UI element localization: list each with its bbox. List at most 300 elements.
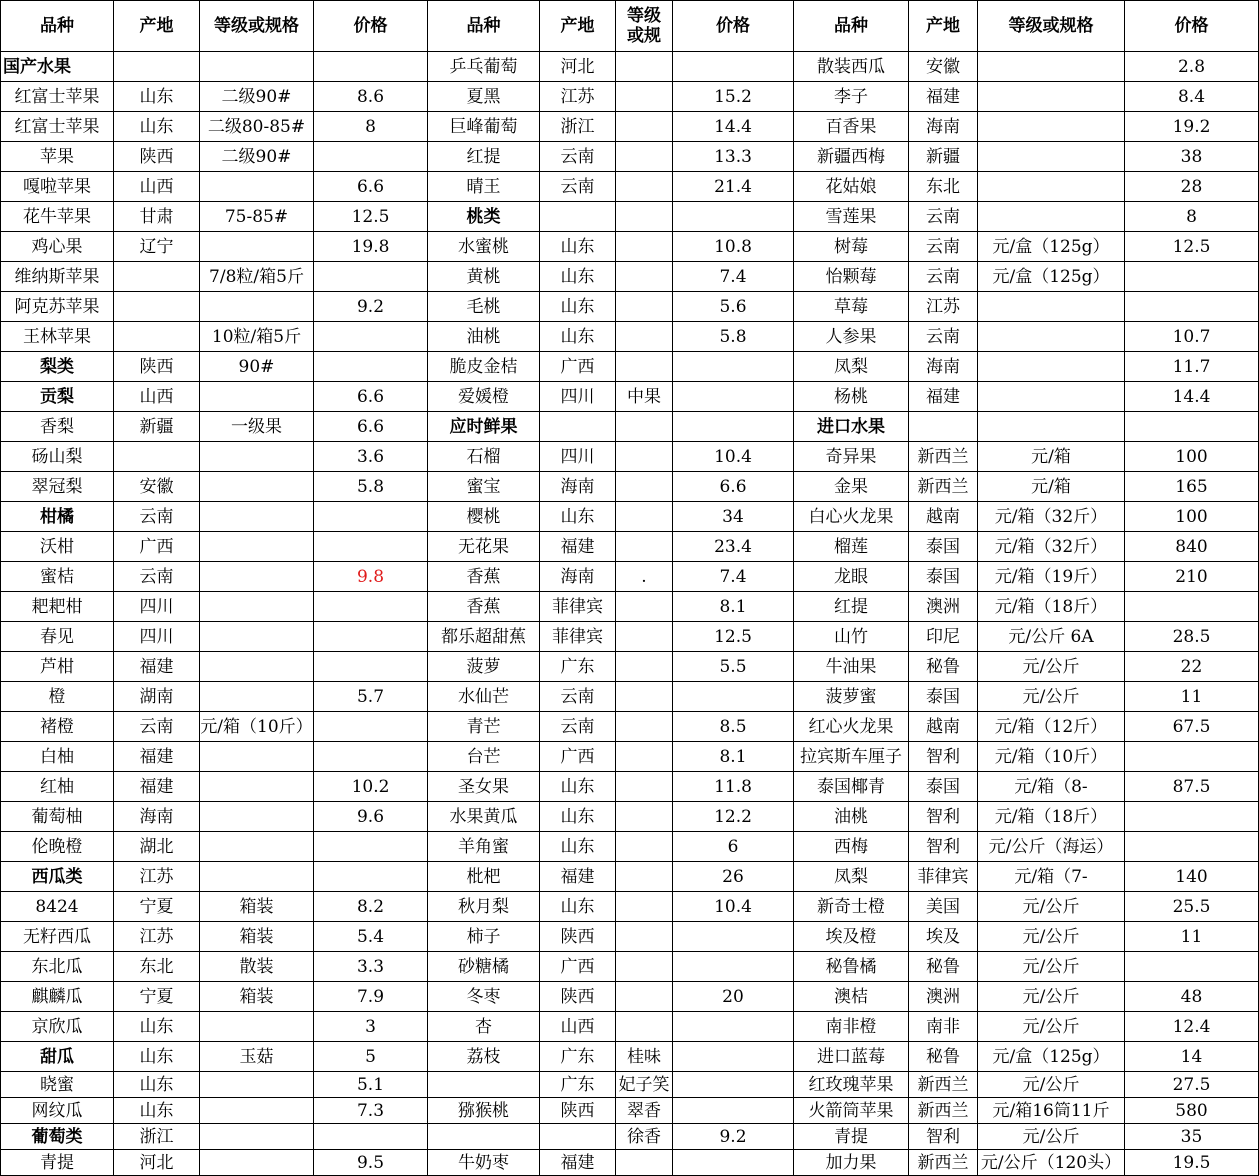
table-cell <box>200 772 314 802</box>
table-cell: 26 <box>673 862 794 892</box>
table-cell: 南非 <box>909 1012 978 1042</box>
table-cell: 油桃 <box>428 322 540 352</box>
table-row <box>1 712 1259 742</box>
table-cell: 火箭筒苹果 <box>794 1098 909 1124</box>
table-cell: 8.2 <box>314 892 428 922</box>
table-cell: 广西 <box>114 532 200 562</box>
table-cell <box>540 412 616 442</box>
table-cell: 5.7 <box>314 682 428 712</box>
table-cell <box>673 352 794 382</box>
table-cell <box>616 502 673 532</box>
table-cell: 陕西 <box>540 922 616 952</box>
table-cell: 西梅 <box>794 832 909 862</box>
table-cell: 山东 <box>114 112 200 142</box>
table-cell: 7.3 <box>314 1098 428 1124</box>
table-cell: 6.6 <box>314 382 428 412</box>
table-cell: 泰国 <box>909 562 978 592</box>
table-cell <box>673 682 794 712</box>
table-cell: 6.6 <box>314 172 428 202</box>
table-cell: 5.1 <box>314 1072 428 1098</box>
table-cell: 红心火龙果 <box>794 712 909 742</box>
table-cell: 云南 <box>909 322 978 352</box>
table-row <box>1 952 1259 982</box>
table-cell: 新奇士橙 <box>794 892 909 922</box>
table-cell: 梨类 <box>1 352 114 382</box>
table-row <box>1 1042 1259 1072</box>
table-cell: 9.6 <box>314 802 428 832</box>
table-cell: 11.7 <box>1125 352 1259 382</box>
table-cell <box>200 292 314 322</box>
table-cell <box>616 532 673 562</box>
table-cell: 38 <box>1125 142 1259 172</box>
table-cell: 葡萄柚 <box>1 802 114 832</box>
table-cell: 840 <box>1125 532 1259 562</box>
column-header: 价格 <box>673 1 794 52</box>
table-cell: 菠萝 <box>428 652 540 682</box>
table-cell: 樱桃 <box>428 502 540 532</box>
table-cell: 树莓 <box>794 232 909 262</box>
table-cell: 草莓 <box>794 292 909 322</box>
table-cell: 8.6 <box>314 82 428 112</box>
table-cell: 徐香 <box>616 1124 673 1150</box>
table-cell <box>200 382 314 412</box>
table-cell: 泰国 <box>909 772 978 802</box>
table-cell: 广西 <box>540 952 616 982</box>
table-cell: 元/箱（32斤） <box>978 532 1125 562</box>
table-cell: 新疆西梅 <box>794 142 909 172</box>
table-cell: 新疆 <box>114 412 200 442</box>
table-cell: 秘鲁 <box>909 952 978 982</box>
table-row <box>1 322 1259 352</box>
table-cell: 福建 <box>540 862 616 892</box>
table-cell <box>616 442 673 472</box>
table-row <box>1 892 1259 922</box>
table-cell: 新疆 <box>909 142 978 172</box>
table-cell: 箱装 <box>200 892 314 922</box>
table-cell: 67.5 <box>1125 712 1259 742</box>
table-cell <box>978 82 1125 112</box>
table-cell <box>616 292 673 322</box>
table-cell: 二级80-85# <box>200 112 314 142</box>
table-cell: 网纹瓜 <box>1 1098 114 1124</box>
column-header: 等级 或规 <box>616 1 673 52</box>
table-cell: 元/公斤 <box>978 982 1125 1012</box>
table-cell: 凤梨 <box>794 862 909 892</box>
table-cell: 石榴 <box>428 442 540 472</box>
table-cell <box>673 1150 794 1176</box>
table-cell: 菲律宾 <box>540 622 616 652</box>
table-cell: 广东 <box>540 652 616 682</box>
table-cell: 福建 <box>114 652 200 682</box>
table-cell: 王林苹果 <box>1 322 114 352</box>
table-cell <box>616 922 673 952</box>
table-cell <box>1125 742 1259 772</box>
table-cell: 水果黄瓜 <box>428 802 540 832</box>
table-cell <box>314 652 428 682</box>
table-cell <box>978 292 1125 322</box>
table-cell: 福建 <box>909 382 978 412</box>
table-cell: 秘鲁橘 <box>794 952 909 982</box>
table-cell: 牛油果 <box>794 652 909 682</box>
table-cell <box>616 832 673 862</box>
table-cell: 智利 <box>909 1124 978 1150</box>
table-cell <box>314 532 428 562</box>
table-cell: 海南 <box>540 472 616 502</box>
table-cell <box>673 202 794 232</box>
table-cell: 新西兰 <box>909 442 978 472</box>
table-cell: 花牛苹果 <box>1 202 114 232</box>
table-row <box>1 1072 1259 1098</box>
table-cell: 云南 <box>909 262 978 292</box>
table-cell <box>200 1012 314 1042</box>
table-cell <box>540 1124 616 1150</box>
table-cell <box>314 592 428 622</box>
table-cell: 云南 <box>114 562 200 592</box>
table-cell: 青芒 <box>428 712 540 742</box>
column-header: 品种 <box>428 1 540 52</box>
table-cell: 西瓜类 <box>1 862 114 892</box>
table-cell: 广西 <box>540 742 616 772</box>
table-cell: 100 <box>1125 442 1259 472</box>
table-cell: 安徽 <box>114 472 200 502</box>
table-cell <box>200 532 314 562</box>
table-cell: 新西兰 <box>909 1098 978 1124</box>
table-cell <box>200 862 314 892</box>
table-cell <box>200 232 314 262</box>
table-cell: 6.6 <box>673 472 794 502</box>
table-cell <box>616 202 673 232</box>
table-cell <box>314 352 428 382</box>
table-cell: 贡梨 <box>1 382 114 412</box>
table-cell: 山东 <box>114 1042 200 1072</box>
table-cell <box>114 262 200 292</box>
table-cell <box>200 742 314 772</box>
table-cell: 泰国椰青 <box>794 772 909 802</box>
table-cell: 苹果 <box>1 142 114 172</box>
table-cell: 广西 <box>540 352 616 382</box>
table-row <box>1 1098 1259 1124</box>
table-cell: 牛奶枣 <box>428 1150 540 1176</box>
table-cell: 山东 <box>114 1098 200 1124</box>
table-cell <box>1125 292 1259 322</box>
table-cell: 元/公斤 <box>978 892 1125 922</box>
table-cell: 元/公斤 <box>978 682 1125 712</box>
table-cell: 红富士苹果 <box>1 82 114 112</box>
table-cell <box>314 262 428 292</box>
table-cell: 榴莲 <box>794 532 909 562</box>
table-cell <box>200 1072 314 1098</box>
table-cell <box>200 502 314 532</box>
table-cell: 元/箱（10斤） <box>978 742 1125 772</box>
table-cell: 云南 <box>540 682 616 712</box>
table-cell <box>616 262 673 292</box>
table-cell: 90# <box>200 352 314 382</box>
table-cell: 元/箱（12斤） <box>978 712 1125 742</box>
table-cell: 云南 <box>909 232 978 262</box>
table-cell: 爱媛橙 <box>428 382 540 412</box>
table-row <box>1 682 1259 712</box>
table-cell <box>314 1124 428 1150</box>
table-cell: 羊角蜜 <box>428 832 540 862</box>
table-cell: 砂糖橘 <box>428 952 540 982</box>
table-cell: 陕西 <box>114 142 200 172</box>
table-cell: 翠香 <box>616 1098 673 1124</box>
table-cell: 75-85# <box>200 202 314 232</box>
table-cell: 南非橙 <box>794 1012 909 1042</box>
table-row <box>1 352 1259 382</box>
table-cell: 元/箱（18斤） <box>978 592 1125 622</box>
table-cell: 山东 <box>540 322 616 352</box>
table-cell <box>616 1012 673 1042</box>
table-cell: 猕猴桃 <box>428 1098 540 1124</box>
table-cell: 元/箱（7- <box>978 862 1125 892</box>
table-cell <box>978 142 1125 172</box>
table-cell: 葡萄类 <box>1 1124 114 1150</box>
table-cell: 元/公斤 <box>978 922 1125 952</box>
table-cell: 海南 <box>909 352 978 382</box>
table-cell: 东北瓜 <box>1 952 114 982</box>
table-cell: 福建 <box>909 82 978 112</box>
table-cell <box>200 1098 314 1124</box>
table-cell: 甘肃 <box>114 202 200 232</box>
table-cell: 8.4 <box>1125 82 1259 112</box>
table-cell: 元/公斤 <box>978 652 1125 682</box>
table-cell: 云南 <box>114 712 200 742</box>
column-header: 等级或规格 <box>200 1 314 52</box>
table-cell <box>616 1150 673 1176</box>
table-cell <box>673 52 794 82</box>
table-cell: 人参果 <box>794 322 909 352</box>
table-cell: 东北 <box>114 952 200 982</box>
table-cell: 山西 <box>540 1012 616 1042</box>
table-cell: 10.4 <box>673 892 794 922</box>
table-row <box>1 292 1259 322</box>
table-row <box>1 202 1259 232</box>
table-cell: 维纳斯苹果 <box>1 262 114 292</box>
table-cell: 二级90# <box>200 82 314 112</box>
table-cell <box>616 802 673 832</box>
table-row <box>1 922 1259 952</box>
table-cell <box>978 52 1125 82</box>
table-cell: 阿克苏苹果 <box>1 292 114 322</box>
table-cell: 3 <box>314 1012 428 1042</box>
table-cell: 山东 <box>540 832 616 862</box>
table-cell: 元/箱16筒11斤 <box>978 1098 1125 1124</box>
table-cell <box>1125 412 1259 442</box>
table-cell <box>428 1072 540 1098</box>
table-cell: 智利 <box>909 802 978 832</box>
table-cell <box>200 652 314 682</box>
table-cell: 鸡心果 <box>1 232 114 262</box>
table-cell: 玉菇 <box>200 1042 314 1072</box>
table-cell <box>616 592 673 622</box>
table-cell: 山东 <box>540 232 616 262</box>
table-cell <box>314 832 428 862</box>
table-row <box>1 1150 1259 1176</box>
table-cell: 陕西 <box>540 982 616 1012</box>
table-cell: 怡颗莓 <box>794 262 909 292</box>
table-cell <box>200 52 314 82</box>
table-cell: 山西 <box>114 382 200 412</box>
table-cell <box>616 682 673 712</box>
table-cell: 22 <box>1125 652 1259 682</box>
table-row <box>1 232 1259 262</box>
table-cell <box>1125 802 1259 832</box>
table-cell: 香梨 <box>1 412 114 442</box>
table-row <box>1 862 1259 892</box>
table-cell <box>200 832 314 862</box>
table-cell: 泰国 <box>909 532 978 562</box>
table-cell: 菲律宾 <box>909 862 978 892</box>
table-row <box>1 532 1259 562</box>
table-cell: 海南 <box>540 562 616 592</box>
table-cell: 枇杷 <box>428 862 540 892</box>
table-row <box>1 652 1259 682</box>
table-cell: 红提 <box>428 142 540 172</box>
table-cell <box>616 862 673 892</box>
table-cell: 辽宁 <box>114 232 200 262</box>
table-cell: 晓蜜 <box>1 1072 114 1098</box>
table-cell: 15.2 <box>673 82 794 112</box>
table-cell: 山东 <box>114 82 200 112</box>
table-cell <box>314 142 428 172</box>
table-cell: 5.4 <box>314 922 428 952</box>
table-cell: 10.4 <box>673 442 794 472</box>
table-cell: 3.3 <box>314 952 428 982</box>
table-cell: 广东 <box>540 1042 616 1072</box>
table-cell: 埃及橙 <box>794 922 909 952</box>
table-cell: 进口水果 <box>794 412 909 442</box>
table-cell: 柿子 <box>428 922 540 952</box>
table-cell: 晴王 <box>428 172 540 202</box>
table-cell: 19.8 <box>314 232 428 262</box>
table-cell: 箱装 <box>200 982 314 1012</box>
table-cell: 云南 <box>540 142 616 172</box>
table-row <box>1 622 1259 652</box>
table-cell: 蜜桔 <box>1 562 114 592</box>
table-cell: 耙耙柑 <box>1 592 114 622</box>
table-cell: 秘鲁 <box>909 652 978 682</box>
table-cell <box>616 52 673 82</box>
table-cell: 20 <box>673 982 794 1012</box>
table-cell: 元/公斤 <box>978 1012 1125 1042</box>
table-cell <box>616 142 673 172</box>
table-cell: 云南 <box>114 502 200 532</box>
table-cell: 四川 <box>540 442 616 472</box>
table-cell <box>673 1072 794 1098</box>
table-cell: 7.9 <box>314 982 428 1012</box>
table-cell: 山东 <box>114 1072 200 1098</box>
table-cell: 褚橙 <box>1 712 114 742</box>
table-cell: 进口蓝莓 <box>794 1042 909 1072</box>
table-cell: 87.5 <box>1125 772 1259 802</box>
table-cell <box>673 1012 794 1042</box>
table-cell: 蜜宝 <box>428 472 540 502</box>
table-cell: 水蜜桃 <box>428 232 540 262</box>
table-cell <box>673 412 794 442</box>
table-cell: 菲律宾 <box>540 592 616 622</box>
table-cell: 安徽 <box>909 52 978 82</box>
table-cell: 12.5 <box>314 202 428 232</box>
table-cell <box>616 112 673 142</box>
table-cell <box>616 742 673 772</box>
table-cell: 冬枣 <box>428 982 540 1012</box>
table-row <box>1 502 1259 532</box>
table-cell <box>978 412 1125 442</box>
table-cell: 11 <box>1125 922 1259 952</box>
table-row <box>1 112 1259 142</box>
table-cell: 夏黑 <box>428 82 540 112</box>
table-cell: 新西兰 <box>909 1072 978 1098</box>
table-cell: 13.3 <box>673 142 794 172</box>
table-cell: 巨峰葡萄 <box>428 112 540 142</box>
table-cell <box>673 1098 794 1124</box>
table-cell <box>314 622 428 652</box>
header-row <box>1 1 1259 52</box>
table-cell: 龙眼 <box>794 562 909 592</box>
table-cell: 35 <box>1125 1124 1259 1150</box>
table-cell <box>673 952 794 982</box>
table-cell: 毛桃 <box>428 292 540 322</box>
table-cell <box>114 322 200 352</box>
table-cell: 100 <box>1125 502 1259 532</box>
table-cell: 红玫瑰苹果 <box>794 1072 909 1098</box>
table-cell <box>200 442 314 472</box>
table-cell: 元/箱（19斤） <box>978 562 1125 592</box>
table-cell <box>616 982 673 1012</box>
table-cell <box>540 202 616 232</box>
table-cell: 23.4 <box>673 532 794 562</box>
table-cell: 48 <box>1125 982 1259 1012</box>
table-cell: . <box>616 562 673 592</box>
table-cell: 国产水果 <box>1 52 114 82</box>
table-cell <box>673 1042 794 1072</box>
table-cell: 菠萝蜜 <box>794 682 909 712</box>
table-cell: 红提 <box>794 592 909 622</box>
table-row <box>1 772 1259 802</box>
table-row <box>1 982 1259 1012</box>
table-cell <box>616 412 673 442</box>
table-row <box>1 832 1259 862</box>
table-cell: 浙江 <box>540 112 616 142</box>
table-cell: 山竹 <box>794 622 909 652</box>
table-cell: 10.7 <box>1125 322 1259 352</box>
table-cell <box>978 382 1125 412</box>
table-cell: 14.4 <box>1125 382 1259 412</box>
table-cell: 元/公斤 <box>978 1072 1125 1098</box>
table-cell: 江苏 <box>114 862 200 892</box>
table-row <box>1 172 1259 202</box>
table-cell: 云南 <box>540 712 616 742</box>
table-cell: 湖北 <box>114 832 200 862</box>
table-cell <box>978 352 1125 382</box>
table-cell: 沃柑 <box>1 532 114 562</box>
table-cell: 砀山梨 <box>1 442 114 472</box>
table-cell <box>200 682 314 712</box>
table-cell: 江苏 <box>540 82 616 112</box>
table-cell: 澳洲 <box>909 592 978 622</box>
table-row <box>1 802 1259 832</box>
table-cell: 山西 <box>114 172 200 202</box>
table-cell <box>314 502 428 532</box>
table-cell: 元/公斤 <box>978 1124 1125 1150</box>
table-cell: 5.8 <box>314 472 428 502</box>
table-cell: 21.4 <box>673 172 794 202</box>
table-row <box>1 412 1259 442</box>
table-row <box>1 52 1259 82</box>
table-cell <box>978 322 1125 352</box>
table-cell: 油桃 <box>794 802 909 832</box>
